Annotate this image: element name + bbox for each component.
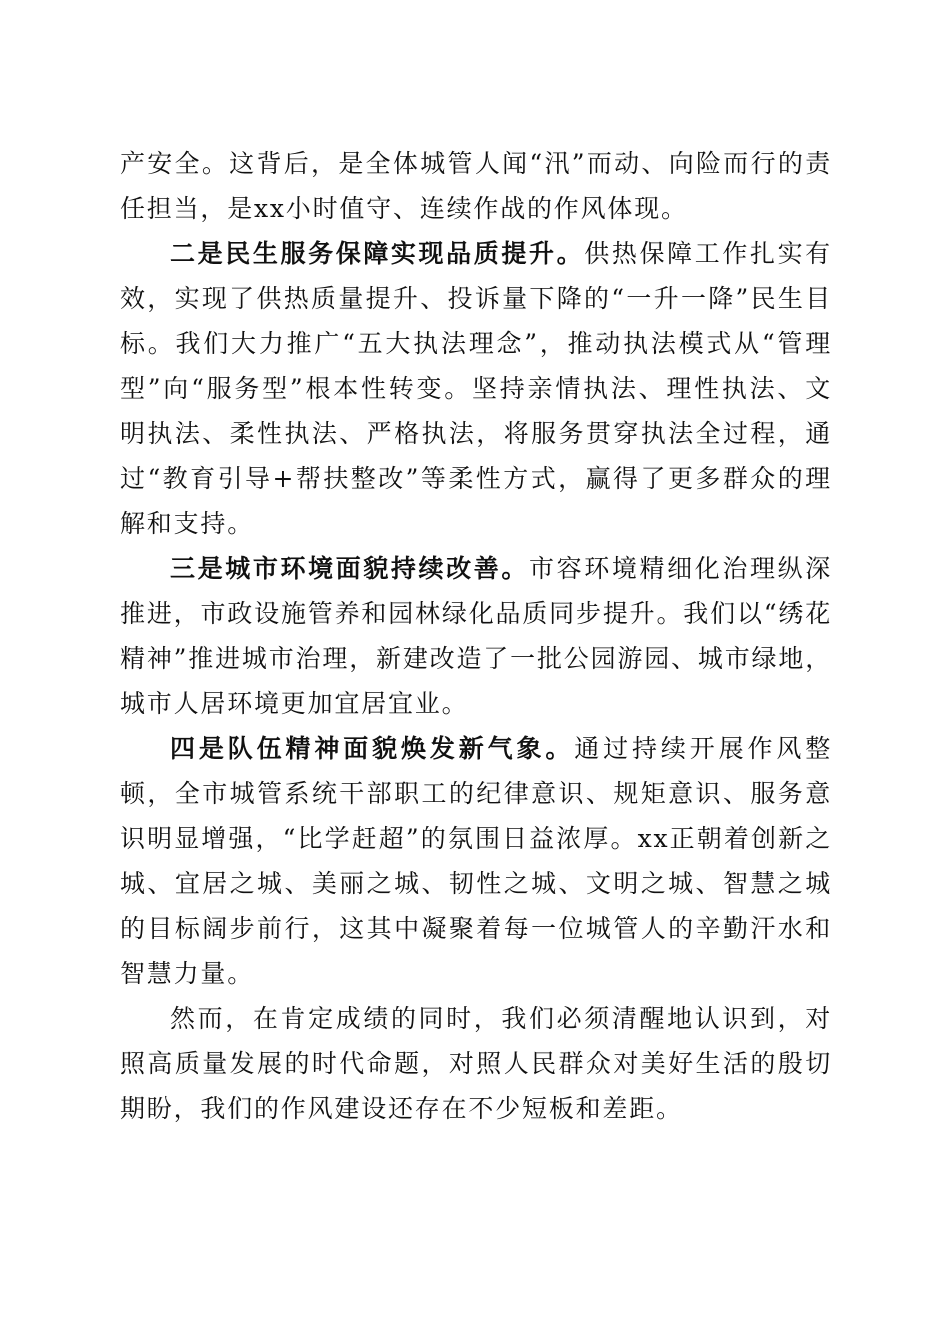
paragraph-city-environment [120,546,832,726]
paragraph-lead: 二是民生服务保障实现品质提升。 [170,239,585,268]
paragraph-body: 然而，在肯定成绩的同时，我们必须清醒地认识到，对照高质量发展的时代命题，对照人民群众对美好生活的殷切期盼，我们的作风建设还存在不少短板和差距。 [120,1004,832,1123]
paragraph-livelihood-service [120,231,832,546]
paragraph-lead: 三是城市环境面貌持续改善。 [170,554,530,583]
document-body [120,141,832,1131]
paragraph-flood-safety [120,141,832,231]
paragraph-team-spirit [120,726,832,996]
paragraph-shortcomings [120,996,832,1131]
paragraph-body: 市容环境精细化治理纵深推进，市政设施管养和园林绿化品质同步提升。我们以“绣花精神”推进城市治理，新建改造了一批公园游园、城市绿地，城市人居环境更加宜居宜业。 [120,554,832,718]
paragraph-body: 产安全。这背后，是全体城管人闻“汛”而动、向险而行的责任担当，是xx小时值守、连续作战的作风体现。 [120,149,832,223]
paragraph-body: 供热保障工作扎实有效，实现了供热质量提升、投诉量下降的“一升一降”民生目标。我们大力推广“五大执法理念”，推动执法模式从“管理型”向“服务型”根本性转变。坚持亲情执法、理性执法、文明执法、柔性执法、严格执法，将服务贯穿执法全过程，通过“教育引导+帮扶整改”等柔性方式，赢得了更多群众的理解和支持。 [120,239,832,538]
paragraph-lead: 四是队伍精神面貌焕发新气象。 [170,734,575,763]
paragraph-body: 通过持续开展作风整顿，全市城管系统干部职工的纪律意识、规矩意识、服务意识明显增强，“比学赶超”的氛围日益浓厚。xx正朝着创新之城、宜居之城、美丽之城、韧性之城、文明之城、智慧之城的目标阔步前行，这其中凝聚着每一位城管人的辛勤汗水和智慧力量。 [120,734,832,988]
